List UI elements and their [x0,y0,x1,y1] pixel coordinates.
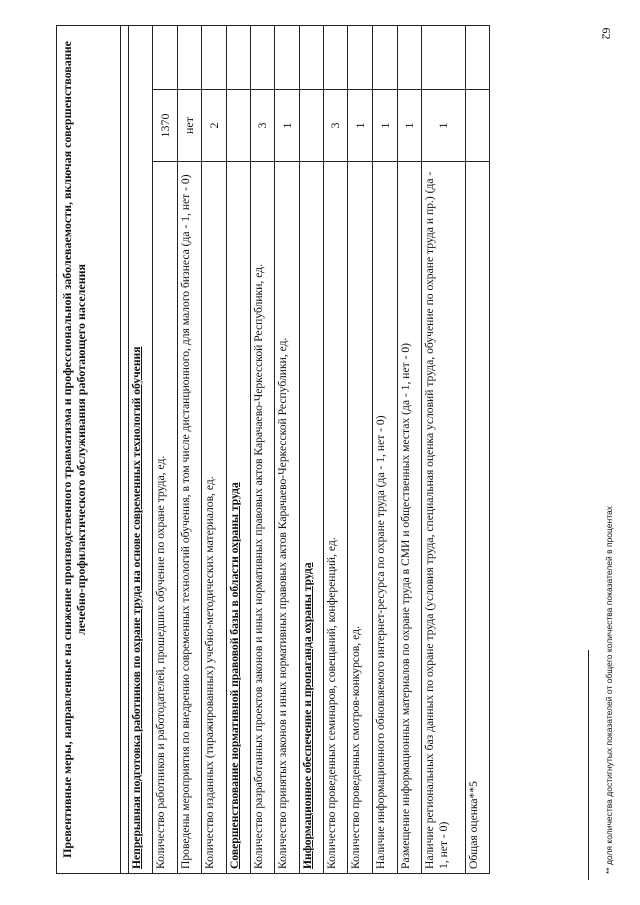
table-row [299,25,323,873]
row-value: 2 [202,90,227,162]
row-text: Наличие информационного обновляемого интернет-ресурса по охране труда (да - 1, нет - 0) [373,162,398,874]
table-row [250,25,275,873]
row-text: Количество принятых законов и иных нормативных правовых актов Карачаево-Черкесской Республики, ед. [275,162,300,874]
table-heading: Превентивные меры, направленные на снижение производственного травматизма и профессиональной заболеваемости, включая совершенствование лечебно-профилактического обслуживания работающего населения [57,25,121,873]
row-value: 3 [250,90,275,162]
spacer-row [121,25,129,873]
row-value: 1 [422,90,466,162]
row-text: Количество проведенных семинаров, совещаний, конференций, ед. [323,162,348,874]
row-text: Количество изданных (тиражированных) учебно-методических материалов, ед. [202,162,227,874]
table-row [226,25,250,873]
section-title: Совершенствование нормативной правовой базы в области охраны труда [226,162,250,874]
total-label: Общая оценка**5 [465,162,489,874]
table-row [397,25,422,873]
table-row [152,25,177,873]
page-number: 62 [599,27,614,40]
table-row [373,25,398,873]
table-row [202,25,227,873]
rotated-table-container [56,26,490,874]
row-value: 1 [397,90,422,162]
row-value: 1 [348,90,373,162]
row-value: 1370 [152,90,177,162]
row-text: Проведены мероприятия по внедрению современных технологий обучения, в том числе дистанционного, для малого бизнеса (да - 1, нет - 0) [177,162,202,874]
footnote: ** доля количества достигнутых показателей от общего количества показателей в процентах [604,506,614,874]
section-title: Непрерывная подготовка работников по охране труда на основе современных технологий обучения [129,25,153,873]
table-row [348,25,373,873]
footnote-divider [588,650,589,880]
row-text: Количество работников и работодателей, прошедших обучение по охране труда, ед. [152,162,177,874]
row-value: 1 [373,90,398,162]
table-row [465,25,489,873]
row-value: 3 [323,90,348,162]
row-text: Наличие региональных баз данных по охране труда (условия труда, специальная оценка условий труда, обучение по охране труда и пр.) (да - 1, нет - 0) [422,162,466,874]
row-text: Размещение информационных материалов по охране труда в СМИ и общественных местах (да - 1, нет - 0) [397,162,422,874]
row-value: 1 [275,90,300,162]
table-row [422,25,466,873]
table-row [177,25,202,873]
table-row [275,25,300,873]
section-title: Информационное обеспечение и пропаганда охраны труда [299,162,323,874]
table-row [129,25,153,873]
row-text: Количество разработанных проектов законов и иных нормативных правовых актов Карачаево-Черкесской Республики, ед. [250,162,275,874]
indicators-table [56,25,490,874]
row-value: нет [177,90,202,162]
row-text: Количество проведенных смотров-конкурсов, ед. [348,162,373,874]
table-row [323,25,348,873]
table-heading-row [57,25,121,873]
